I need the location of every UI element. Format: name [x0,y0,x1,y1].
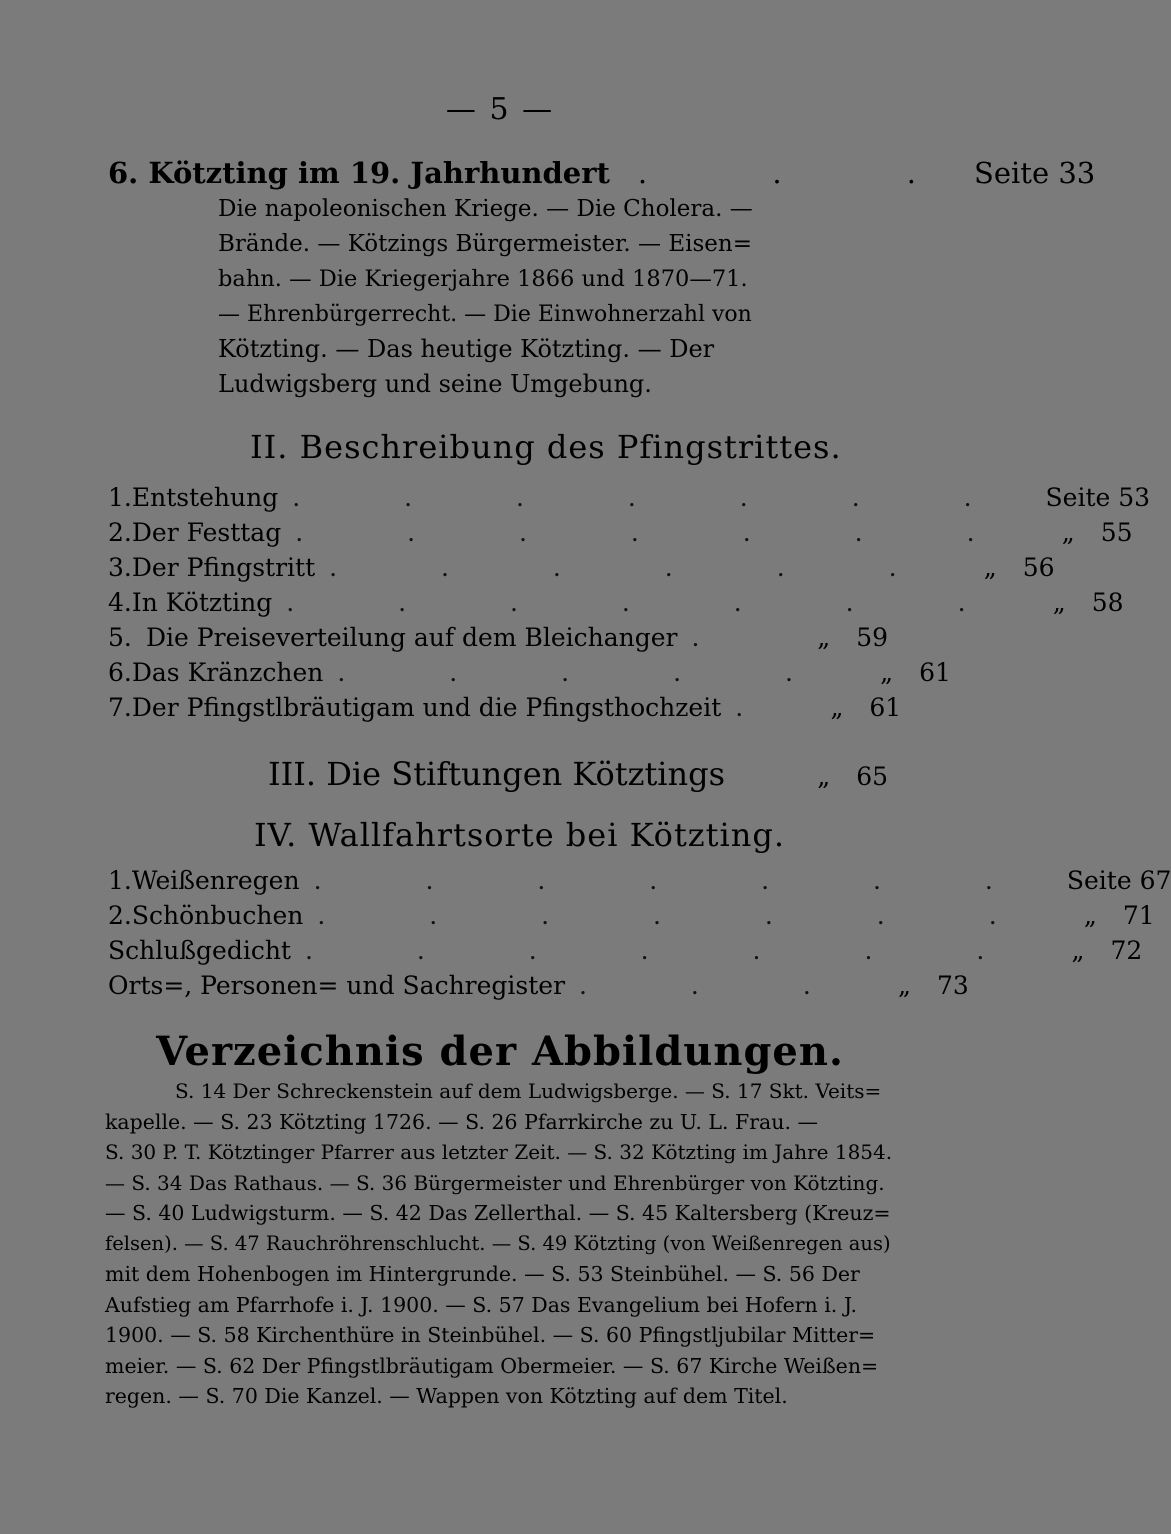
leader-dots: . . . . . . . [286,588,1014,617]
ditto-mark: „ [983,553,997,582]
ditto-mark: „ [817,623,831,652]
row-label: Der Pfingstritt [131,553,316,582]
section-6-summary [218,192,758,402]
ditto-mark: „ [1083,901,1097,930]
illustrations-line: kapelle. — S. 23 Kötzting 1726. — S. 26 Pfarrkirche zu U. L. Frau. — [105,1109,818,1134]
part-2-title: II. Beschreibung des Pfingstrittes. [250,428,842,466]
row-page: 61 [869,693,902,722]
ditto-mark: „ [1071,936,1085,965]
toc-row [108,693,902,728]
illustrations-line: — S. 40 Ludwigsturm. — S. 42 Das Zellerthal. — S. 45 Kaltersberg (Kreuz= [105,1201,891,1225]
toc-entry-section-6 [108,156,1096,190]
toc-row [108,658,951,693]
toc-row [108,936,1143,971]
leader-dots: . . . [579,971,859,1000]
toc-row [108,901,1155,936]
row-number: 4. [108,588,132,617]
row-number: 2. [108,901,132,930]
illustrations-line: mit dem Hohenbogen im Hintergrunde. — S. 53 Steinbühel. — S. 56 Der [105,1262,860,1286]
illustrations-line: regen. — S. 70 Die Kanzel. — Wappen von Kötzting auf dem Titel. [105,1384,788,1408]
toc-row [108,866,1171,901]
ditto-mark: „ [830,693,844,722]
row-page: 55 [1100,518,1133,547]
row-label: Schlußgedicht [108,936,291,965]
illustrations-line: S. 14 Der Schreckenstein auf dem Ludwigsberge. — S. 17 Skt. Veits= [175,1079,882,1103]
toc-row [108,623,888,658]
summary-line: Ludwigsberg und seine Umgebung. [218,370,652,398]
row-label: Orts=, Personen= und Sachregister [108,971,566,1000]
illustrations-line: — S. 34 Das Rathaus. — S. 36 Bürgermeister und Ehrenbürger von Kötzting. [105,1170,885,1195]
summary-line: Die napoleonischen Kriege. — Die Cholera. — [218,196,753,222]
leader-dots: . . . . . . . [313,866,1041,895]
row-page: 56 [1022,553,1055,582]
part-3-title: III. Die Stiftungen Kötztings [268,755,726,793]
row-page: 73 [936,971,969,1000]
row-number: 7. [108,693,132,722]
row-number: 1. [108,483,132,512]
row-label: Entstehung [131,483,279,512]
row-number: 5. [108,623,132,652]
row-page: 72 [1110,936,1143,965]
illustrations-title: Verzeichnis der Abbildungen. [156,1028,844,1075]
row-page: 71 [1122,901,1155,930]
illustrations-line: Aufstieg am Pfarrhofe i. J. 1900. — S. 57 Das Evangelium bei Hofern i. J. [105,1292,857,1317]
leader-dots: . . . . . [337,658,841,687]
row-page: Seite 53 [1045,483,1151,512]
toc-entry-label: 6. Kötzting im 19. Jahrhundert [108,156,610,190]
illustrations-line: felsen). — S. 47 Rauchröhrenschlucht. — S. 49 Kötzting (von Weißenregen aus) [105,1231,891,1255]
row-label: In Kötzting [131,588,273,617]
toc-row [108,483,1151,518]
part-4-title: IV. Wallfahrtsorte bei Kötzting. [254,816,786,854]
row-number: 2. [108,518,132,547]
row-label: Die Preiseverteilung auf dem Bleichanger [146,623,678,652]
ditto-mark: „ [817,762,831,791]
ditto-mark: „ [880,658,894,687]
summary-line: — Ehrenbürgerrecht. — Die Einwohnerzahl von [218,302,752,327]
row-label: Der Pfingstlbräutigam und die Pfingsthochzeit [131,693,722,722]
row-page: 58 [1091,588,1124,617]
row-page: Seite 67 [1066,866,1171,895]
row-page: 61 [919,658,951,687]
leader-dots: . . . [637,156,974,190]
leader-dots: . . . . . . . [304,936,1033,965]
row-number: 6. [108,658,132,687]
row-label: Schönbuchen [131,901,304,930]
page-number: — 5 — [445,92,555,127]
ditto-mark: „ [1052,588,1066,617]
leader-dots: . [691,623,748,652]
row-page: 59 [856,623,888,652]
illustrations-line: 1900. — S. 58 Kirchenthüre in Steinbühel. — S. 60 Pfingstljubilar Mitter= [105,1323,876,1347]
page-reference: Seite 33 [974,156,1096,190]
toc-row [108,588,1124,623]
illustrations-list [105,1076,895,1412]
leader-dots: . . . . . . . [317,901,1045,930]
toc-row [108,971,969,1006]
row-page: 65 [856,762,888,791]
row-number: 3. [108,553,132,582]
toc-row [108,518,1133,553]
summary-line: Brände. — Kötzings Bürgermeister. — Eisen= [218,231,752,257]
leader-dots: . [735,693,792,722]
illustrations-line: meier. — S. 62 Der Pfingstlbräutigam Obermeier. — S. 67 Kirche Weißen= [105,1353,879,1378]
toc-row [108,553,1055,588]
row-label: Der Festtag [131,518,282,547]
part-3-entry [268,755,888,797]
row-label: Das Kränzchen [131,658,324,687]
leader-dots: . . . . . . [329,553,945,582]
leader-dots: . . . . . . . [292,483,1020,512]
row-number: 1. [108,866,132,895]
illustrations-line: S. 30 P. T. Kötztinger Pfarrer aus letzter Zeit. — S. 32 Kötzting im Jahre 1854. [105,1140,893,1164]
summary-line: Kötzting. — Das heutige Kötzting. — Der [218,335,715,363]
ditto-mark: „ [1061,518,1075,547]
summary-line: bahn. — Die Kriegerjahre 1866 und 1870—71. [218,266,748,292]
ditto-mark: „ [898,971,911,1000]
leader-dots: . . . . . . . [295,518,1023,547]
row-label: Weißenregen [131,866,300,895]
